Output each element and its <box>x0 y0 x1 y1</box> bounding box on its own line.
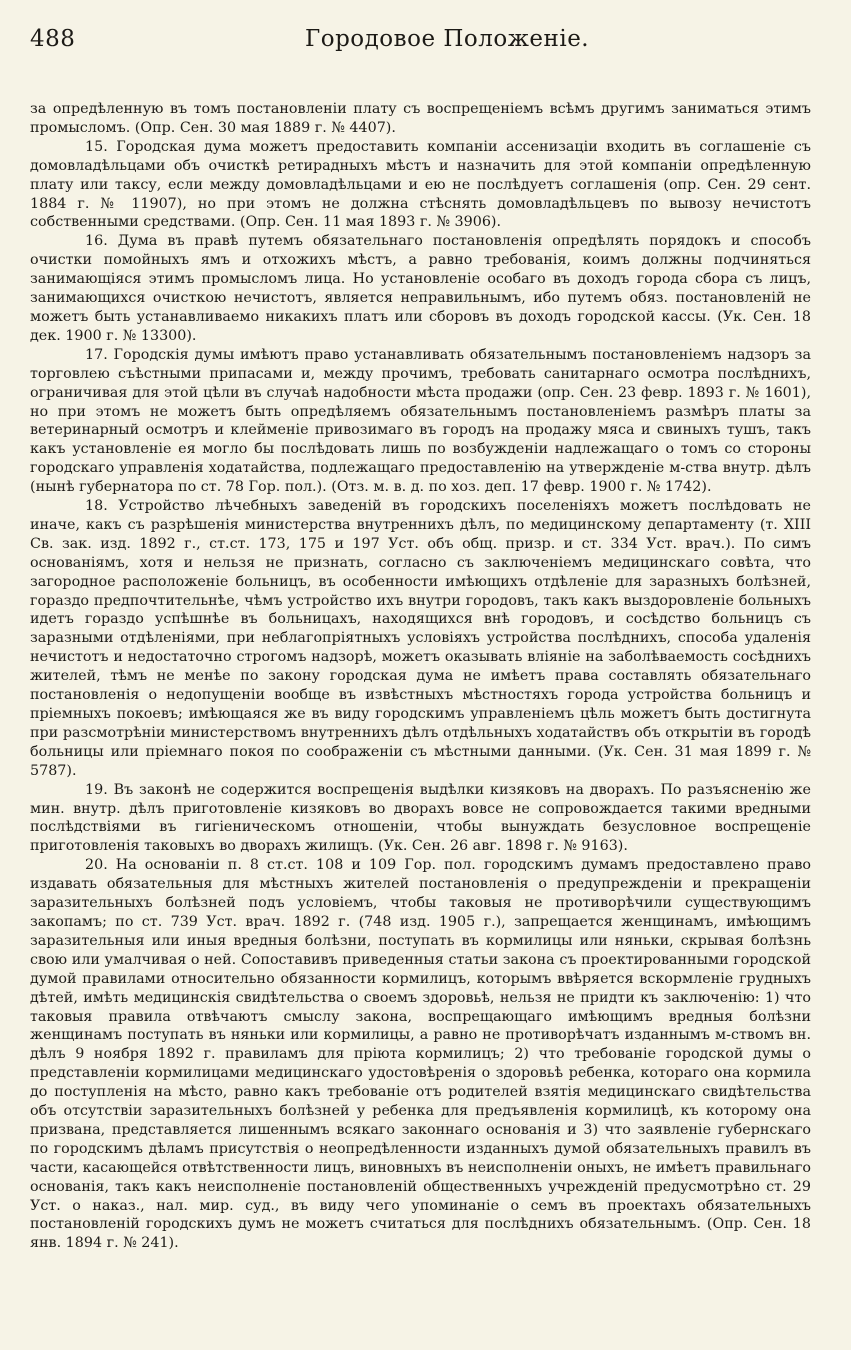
paragraph-17: 17. Городскія думы имѣютъ право устанавливать обязательнымъ постановленіемъ надзоръ за торговлею съѣстными припасами и, между прочимъ, требовать санитарнаго осмотра послѣднихъ, ограничивая для этой цѣли въ случаѣ надобности мѣста продажи (опр. Сен. 23 февр. 1893 г. № 1601), но при этомъ не можетъ быть опредѣляемъ обязательнымъ постановленіемъ размѣръ платы за ветеринарный осмотръ и клейменіе привозимаго въ городъ на продажу мяса и свиныхъ тушъ, такъ какъ установленіе ея могло бы послѣдовать лишь по возбужденіи надлежащаго о томъ со стороны городскаго управленія ходатайства, подлежащаго предоставленію на утвержденіе м-ства внутр. дѣлъ (нынѣ губернатора по ст. 78 Гор. пол.). (Отз. м. в. д. по хоз. деп. 17 февр. 1900 г. № 1742). <box>30 346 811 496</box>
running-title: Городовое Положеніе. <box>305 26 590 52</box>
page-header <box>30 26 811 74</box>
page-number: 488 <box>30 26 76 52</box>
paragraph-16: 16. Дума въ правѣ путемъ обязательнаго постановленія опредѣлять порядокъ и способъ очистки помойныхъ ямъ и отхожихъ мѣстъ, а равно требованія, коимъ должны подчиняться занимающіяся этимъ промысломъ лица. Но установленіе особаго въ доходъ города сбора съ лицъ, занимающихся очисткою нечистотъ, является неправильнымъ, ибо путемъ обяз. постановленій не можетъ быть устанавливаемо никакихъ платъ или сборовъ въ доходъ городской кассы. (Ук. Сен. 18 дек. 1900 г. № 13300). <box>30 233 811 344</box>
paragraph-continuation: за опредѣленную въ томъ постановленіи плату съ воспрещеніемъ всѣмъ другимъ заниматься этимъ промысломъ. (Опр. Сен. 30 мая 1889 г. № 4407). <box>30 101 811 136</box>
paragraph-19: 19. Въ законѣ не содержится воспрещенія выдѣлки кизяковъ на дворахъ. По разъясненію же мин. внутр. дѣлъ приготовленіе кизяковъ во дворахъ вовсе не сопровождается такими вредными послѣдствіями въ гигіеническомъ отношеніи, чтобы вынуждать безусловное воспрещеніе приготовленія таковыхъ во дворахъ жилищъ. (Ук. Сен. 26 авг. 1898 г. № 9163). <box>30 781 811 855</box>
paragraph-20: 20. На основаніи п. 8 ст.ст. 108 и 109 Гор. пол. городскимъ думамъ предоставлено право издавать обязательныя для мѣстныхъ жителей постановленія о предупрежденіи и прекращеніи заразительныхъ болѣзней подъ условіемъ, чтобы таковыя не противорѣчили существующимъ закопамъ; по ст. 739 Уст. врач. 1892 г. (748 изд. 1905 г.), запрещается женщинамъ, имѣющимъ заразительныя или иныя вредныя болѣзни, поступать въ кормилицы или няньки, скрывая болѣзнь свою или умалчивая о ней. Сопоставивъ приведенныя статьи закона съ проектированными городской думой правилами относительно обязанности кормилицъ, которымъ ввѣряется вскормленіе грудныхъ дѣтей, имѣть медицинскія свидѣтельства о своемъ здоровьѣ, нельзя не придти къ заключенію: 1) что таковыя правила отвѣчаютъ смыслу закона, воспрещающаго имѣющимъ вредныя болѣзни женщинамъ поступать въ няньки или кормилицы, а равно не противорѣчатъ изданнымъ м-ствомъ вн. дѣлъ 9 ноября 1892 г. правиламъ для пріюта кормилицъ; 2) что требованіе городской думы о представленіи кормилицами медицинскаго удостовѣренія о здоровьѣ ребенка, котораго она кормила до поступленія на мѣсто, равно какъ требованіе отъ родителей взятія медицинскаго свидѣтельства объ отсутствіи заразительныхъ болѣзней у ребенка для предъявленія кормилицѣ, къ которому она призвана, представляется лишеннымъ всякаго законнаго основанія и 3) что заявленіе губернскаго по городскимъ дѣламъ присутствія о неопредѣленности изданныхъ думой обязательныхъ правилъ въ части, касающейся отвѣтственности лицъ, виновныхъ въ неисполненіи оныхъ, не имѣетъ правильнаго основанія, такъ какъ неисполненіе постановленій общественныхъ учрежденій предусмотрѣно ст. 29 Уст. о наказ., нал. мир. суд., въ виду чего упоминаніе о семъ въ проектахъ обязательныхъ постановленій городскихъ думъ не можетъ считаться для послѣднихъ обязательнымъ. (Опр. Сен. 18 янв. 1894 г. № 241). <box>30 857 811 1252</box>
body-text <box>30 100 811 1253</box>
paragraph-18: 18. Устройство лѣчебныхъ заведеній въ городскихъ поселеніяхъ можетъ послѣдовать не иначе, какъ съ разрѣшенія министерства внутреннихъ дѣлъ, по медицинскому департаменту (т. XIII Св. зак. изд. 1892 г., ст.ст. 173, 175 и 197 Уст. объ общ. призр. и ст. 334 Уст. врач.). По симъ основаніямъ, хотя и нельзя не признать, согласно съ заключеніемъ медицинскаго совѣта, что загородное расположеніе больницъ, въ особенности имѣющихъ отдѣленіе для заразныхъ болѣзней, гораздо предпочтительнѣе, чѣмъ устройство ихъ внутри городовъ, такъ какъ выздоровленіе больныхъ идетъ гораздо успѣшнѣе въ больницахъ, находящихся внѣ городовъ, и сосѣдство больницъ съ заразными отдѣленіями, при неблагопріятныхъ условіяхъ устройства послѣднихъ, способа удаленія нечистотъ и недостаточно строгомъ надзорѣ, можетъ оказывать вліяніе на заболѣваемость сосѣднихъ жителей, тѣмъ не менѣе по закону городская дума не имѣетъ права составлять обязательнаго постановленія о недопущеніи вообще въ извѣстныхъ мѣстностяхъ города устройства больницъ и пріемныхъ покоевъ; имѣющаяся же въ виду городскимъ управленіемъ цѣль можетъ быть достигнута при разсмотрѣніи министерствомъ внутреннихъ дѣлъ отдѣльныхъ ходатайствъ объ открытіи въ городѣ больницы или пріемнаго покоя по соображеніи съ мѣстными данными. (Ук. Сен. 31 мая 1899 г. № 5787). <box>30 498 811 779</box>
paragraph-15: 15. Городская дума можетъ предоставить компаніи ассенизаціи входить въ соглашеніе съ домовладѣльцами объ очисткѣ ретирадныхъ мѣстъ и назначить для этой компаніи опредѣленную плату или таксу, если между домовладѣльцами и ею не послѣдуетъ соглашенія (опр. Сен. 29 сент. 1884 г. № 11907), но при этомъ не должна стѣснять домовладѣльцевъ по вывозу нечистотъ собственными средствами. (Опр. Сен. 11 мая 1893 г. № 3906). <box>30 138 811 231</box>
